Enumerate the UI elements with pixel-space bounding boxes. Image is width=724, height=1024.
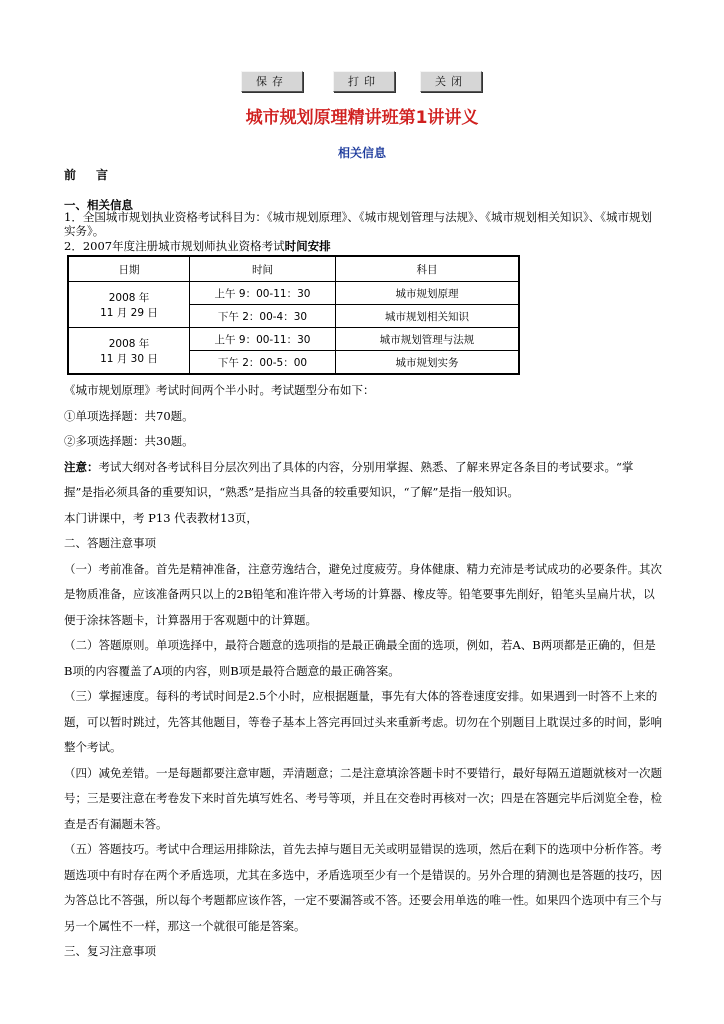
table-header-row: [68, 256, 519, 282]
paragraph: [64, 455, 662, 506]
close-button[interactable]: 关闭: [420, 71, 482, 92]
note-text: 考试大纲对各考试科目分层次列出了具体的内容，分别用掌握、熟悉、了解来界定各条目的考试要求。“掌握”是指必须具备的重要知识，“熟悉”是指应当具备的较重要知识，“了解”是指一般知识。: [64, 459, 634, 499]
paragraph: （二）答题原则。单项选择中，最符合题意的选项指的是最正确最全面的选项，例如，若A、B两项都是正确的，但是B项的内容覆盖了A项的内容，则B项是最符合题意的最正确答案。: [64, 638, 656, 678]
subject-cell: 城市规划管理与法规: [336, 328, 520, 351]
time-cell: 下午 2：00-4：30: [190, 305, 336, 328]
table-row: [68, 328, 519, 351]
time-cell: 上午 9：00-11：30: [190, 328, 336, 351]
section2-heading: 二、答题注意事项: [64, 536, 156, 550]
header-subject: 科目: [336, 256, 520, 282]
subject-cell: 城市规划实务: [336, 351, 520, 375]
paragraph: 《城市规划原理》考试时间两个半小时。考试题型分布如下：: [64, 383, 375, 397]
subject-cell: 城市规划相关知识: [336, 305, 520, 328]
note-label: 注意：: [64, 459, 99, 474]
print-button[interactable]: 打印: [333, 71, 395, 92]
section1-heading: 一、相关信息: [64, 198, 133, 212]
page-subtitle: 相关信息: [337, 146, 386, 160]
section3-heading: 三、复习注意事项: [64, 944, 156, 958]
date-day: 11 月 29 日: [100, 306, 158, 319]
date-year: 2008 年: [108, 337, 150, 350]
paragraph: （五）答题技巧。考试中合理运用排除法，首先去掉与题目无关或明显错误的选项，然后在剩下的选项中分析作答。考题选项中有时存在两个矛盾选项，尤其在多选中，矛盾选项至少有一个是错误的。另外合理的猜测也是答题的技巧，因为答总比不答强，所以每个考题都应该作答，一定不要漏答或不答。还要会用单选的唯一性。如果四个选项中有三个与另一个属性不一样，那这一个就很可能是答案。: [64, 842, 662, 933]
exam-schedule-table: [67, 255, 520, 375]
save-button[interactable]: 保存: [241, 71, 303, 92]
item2-bold: 时间安排: [284, 239, 331, 253]
paragraph: （一）考前准备。首先是精神准备，注意劳逸结合，避免过度疲劳。身体健康、精力充沛是考试成功的必要条件。其次是物质准备，应该准备两只以上的2B铅笔和准许带入考场的计算器、橡皮等。铅笔要事先削好，铅笔头呈扁片状，以便于涂抹答题卡，计算器用于客观题中的计算题。: [64, 561, 662, 627]
header-time: 时间: [190, 256, 336, 282]
paragraph: （三）掌握速度。每科的考试时间是2.5个小时，应根据题量，事先有大体的答卷速度安排。如果遇到一时答不上来的题，可以暂时跳过，先答其他题目，等卷子基本上答完再回过头来重新考虑。切勿在个别题目上耽误过多的时间，影响整个考试。: [64, 689, 662, 754]
paragraph: 本门讲课中，考 P13 代表教材13页，: [64, 510, 258, 525]
paragraph: （四）减免差错。一是每题都要注意审题，弄清题意；二是注意填涂答题卡时不要错行，最好每隔五道题就核对一次题号；三是要注意在考卷发下来时首先填写姓名、考号等项，并且在交卷时再核对一次；四是在答题完毕后浏览全卷，检查是否有漏题未答。: [64, 765, 662, 831]
table-row: [68, 282, 519, 305]
preface-heading: 前言: [64, 168, 129, 182]
date-year: 2008 年: [108, 291, 150, 304]
subject-cell: 城市规划原理: [336, 282, 520, 305]
time-cell: 上午 9：00-11：30: [190, 282, 336, 305]
section1-item2: [64, 238, 662, 254]
header-date: 日期: [68, 256, 190, 282]
date-cell: [68, 328, 190, 375]
date-cell: [68, 282, 190, 328]
page-title: 城市规划原理精讲班第1讲讲义: [245, 108, 479, 128]
body-text: [64, 378, 662, 965]
item2-text: 2．2007年度注册城市规划师执业资格考试: [64, 239, 285, 253]
paragraph: ②多项选择题：共30题。: [64, 434, 194, 448]
time-cell: 下午 2：00-5：00: [190, 351, 336, 375]
section1-item1: 1．全国城市规划执业资格考试科目为：《城市规划原理》、《城市规划管理与法规》、《城市规划相关知识》、《城市规划实务》。: [64, 210, 653, 238]
paragraph: ①单项选择题：共70题。: [64, 408, 194, 423]
date-day: 11 月 30 日: [100, 352, 158, 365]
